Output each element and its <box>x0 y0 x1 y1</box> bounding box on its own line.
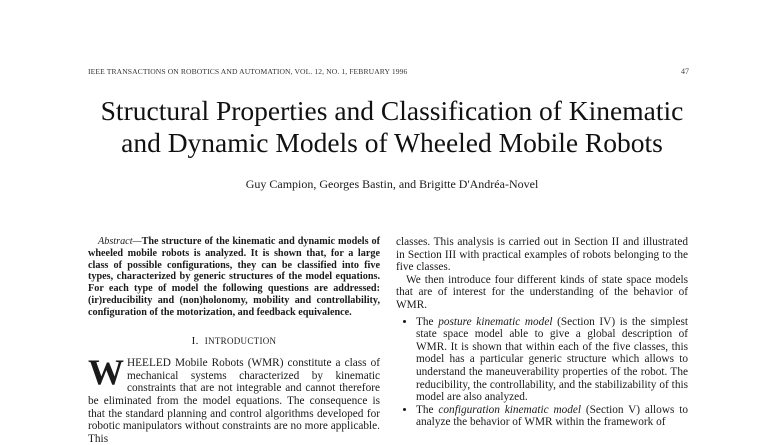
section-title: INTRODUCTION <box>204 335 277 346</box>
title-line-2: and Dynamic Models of Wheeled Mobile Robots <box>121 127 663 158</box>
model-list <box>396 316 688 429</box>
right-column <box>396 236 688 429</box>
emphasis: posture kinematic model <box>438 315 553 328</box>
text: (Section IV) is the simplest state space model able to give a global description of WMR. It is shown that within each of the five classes, this model has a particular generic structure which allows to understand the maneuverability properties of the robot. The reducibility, the controllability, and the stabilizability of this model are also analyzed. <box>416 315 688 404</box>
authors: Guy Campion, Georges Bastin, and Brigitte D'Andréa-Novel <box>245 177 539 191</box>
text: (Section V) allows to analyze the behavior of WMR within the framework of <box>416 403 688 429</box>
list-item <box>416 404 688 429</box>
left-column <box>88 236 380 445</box>
section-heading <box>88 335 380 348</box>
paragraph: classes. This analysis is carried out in Section II and illustrated in Section III with practical examples of robots belonging to the five classes. <box>396 236 688 274</box>
list-item <box>416 316 688 404</box>
emphasis: configuration kinematic model <box>438 403 582 416</box>
paragraph: We then introduce four different kinds of state space models that are of interest for the understanding of the behavior of WMR. <box>396 273 688 311</box>
paper-title <box>0 95 784 159</box>
section-number: I. <box>191 334 199 347</box>
text: The <box>416 315 439 328</box>
text: The <box>416 403 439 416</box>
abstract <box>88 236 380 319</box>
title-line-1: Structural Properties and Classification of Kinematic <box>100 95 684 126</box>
running-header: IEEE TRANSACTIONS ON ROBOTICS AND AUTOMATION, VOL. 12, NO. 1, FEBRUARY 1996 <box>88 67 408 76</box>
intro-text: HEELED Mobile Robots (WMR) constitute a class of mechanical systems characterized by kinematic constraints that are not integrable and cannot therefore be eliminated from the model equations. The consequence is that the standard planning and control algorithms developed for robotic manipulators without constraints are no more applicable. This <box>88 357 380 445</box>
drop-cap: W <box>88 352 124 393</box>
page-number: 47 <box>681 67 689 76</box>
abstract-label: Abstract— <box>98 236 142 247</box>
intro-paragraph <box>88 352 380 445</box>
abstract-text: The structure of the kinematic and dynamic models of wheeled mobile robots is analyzed. It is shown that, for a large class of possible configurations, they can be classified into five types, characterized by generic structures of the model equations. For each type of model the following questions are addressed: (ir)reducibility and (non)holonomy, mobility and controllability, configuration of the motorization, and feedback equivalence. <box>88 236 380 318</box>
